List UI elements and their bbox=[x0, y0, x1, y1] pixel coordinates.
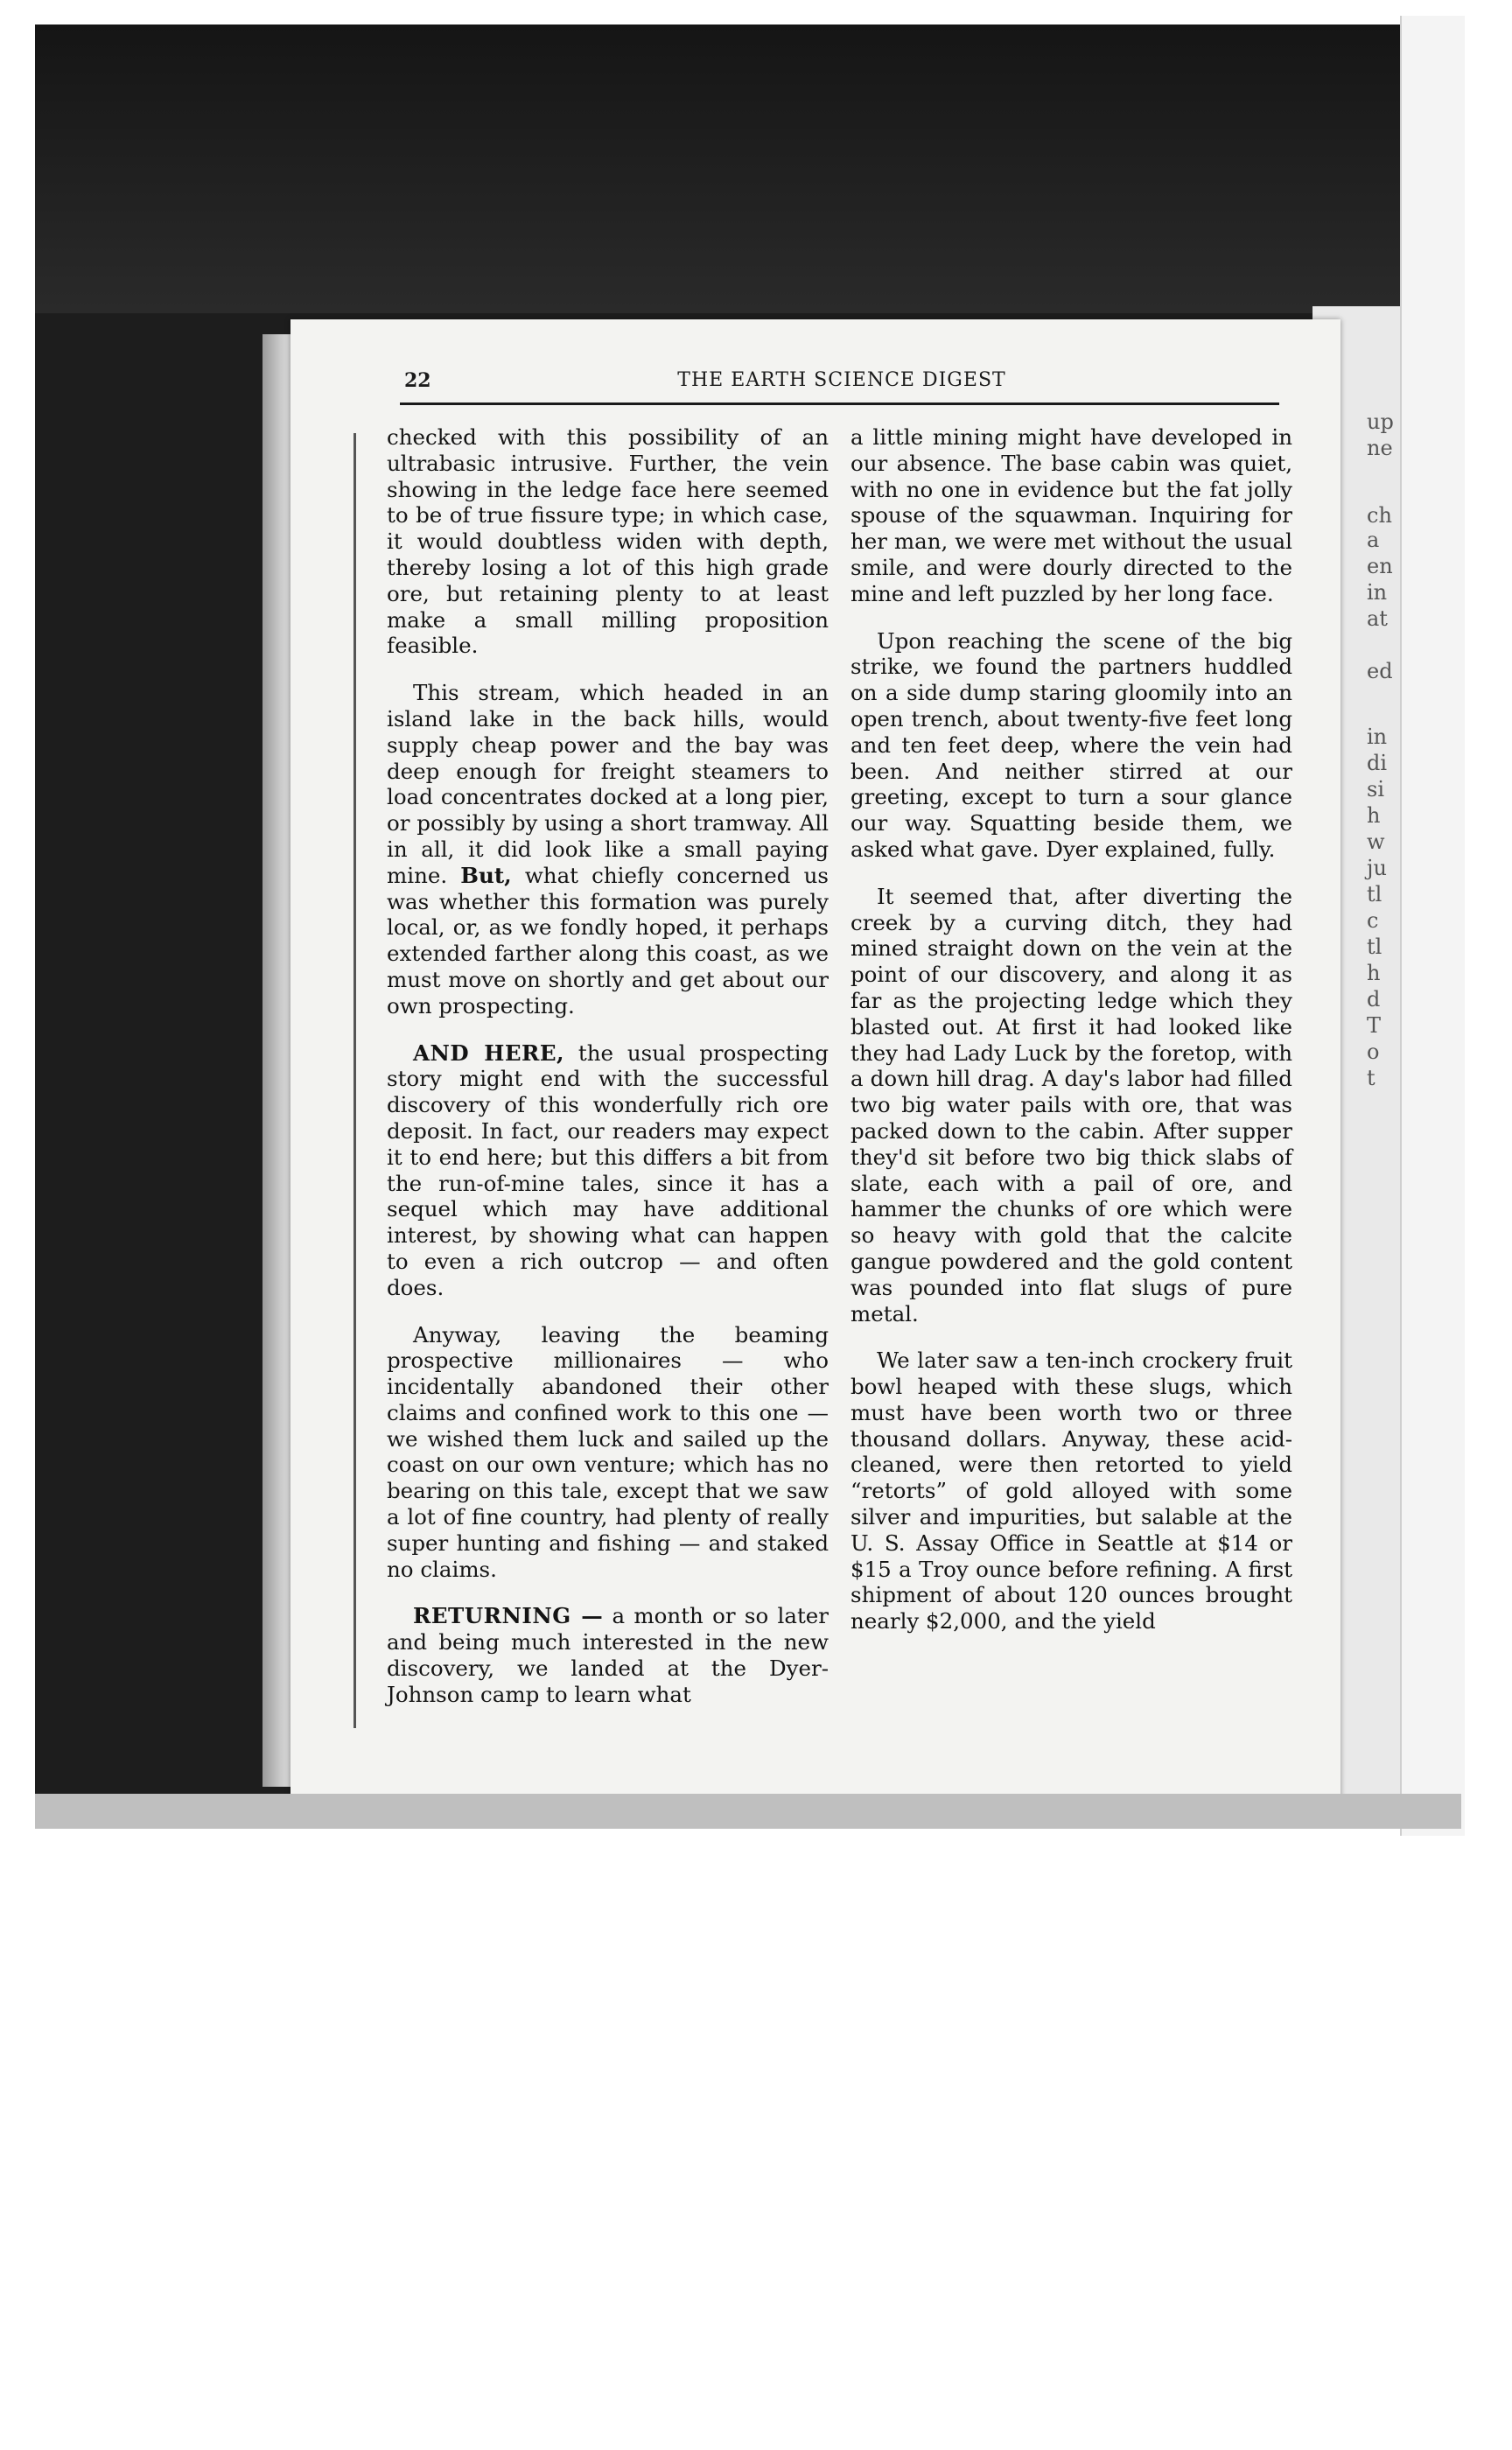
paragraph: a little mining might have developed in our absence. The base cabin was quiet, with no one in evidence but the fat jolly spouse of the squawman. Inquiring for her man, we were met without the usual smile, and were dourly directed to the mine and left puzzled by her long face. bbox=[850, 424, 1292, 606]
paragraph bbox=[387, 1040, 829, 1301]
paragraph bbox=[387, 1603, 829, 1707]
next-page-fragment: in bbox=[1367, 580, 1388, 605]
scanner-shadow bbox=[35, 24, 1400, 313]
next-page-fragment: di bbox=[1367, 751, 1388, 775]
next-page-fragment: ju bbox=[1367, 856, 1387, 880]
scanner-bottom-edge bbox=[35, 1794, 1461, 1829]
margin-line bbox=[354, 433, 356, 1728]
page-number: 22 bbox=[404, 369, 431, 392]
header-rule bbox=[400, 402, 1279, 405]
page-header bbox=[404, 368, 1279, 402]
paragraph: Upon reaching the scene of the big strike, we found the partners huddled on a side dump staring gloomily into an open trench, about twenty-five feet long and ten feet deep, where the vein had been. And neither stirred at our greeting, except to turn a sour glance our way. Squatting beside them, we asked what gave. Dyer explained, fully. bbox=[850, 627, 1292, 862]
next-page-fragment: in bbox=[1367, 724, 1388, 749]
emphasis-text: But, bbox=[460, 862, 512, 888]
paragraph-text: what chiefly concerned us was whether this formation was purely local, or, as we fondly hoped, it perhaps extended farther along this coast, as we must move on shortly and get about our own prospecting. bbox=[387, 862, 829, 1018]
next-page-fragment: en bbox=[1367, 554, 1393, 578]
next-page-fragment: up bbox=[1367, 410, 1394, 434]
paragraph bbox=[387, 680, 829, 1018]
next-page-fragment: w bbox=[1367, 830, 1385, 854]
next-page-fragment: t bbox=[1367, 1066, 1376, 1090]
next-page-fragment: h bbox=[1367, 961, 1381, 985]
paragraph-text: This stream, which headed in an island lake in the back hills, would supply cheap power and the bay was deep enough for freight steamers to load concentrates docked at a long pier, or possibly by using a short tramway. All in all, it did look like a small paying mine. bbox=[387, 680, 829, 888]
next-page-fragment: si bbox=[1367, 777, 1384, 802]
left-column bbox=[387, 424, 829, 1729]
next-page-fragment: ch bbox=[1367, 503, 1392, 528]
next-page-fragment: c bbox=[1367, 908, 1379, 933]
right-column bbox=[850, 424, 1292, 1656]
section-lead: AND HERE, bbox=[413, 1040, 565, 1066]
next-page-fragment: h bbox=[1367, 803, 1381, 828]
paper-strip bbox=[1400, 16, 1465, 1836]
paragraph: We later saw a ten-inch crockery fruit bowl heaped with these slugs, which must have been worth two or three thousand dollars. Anyway, these acid-cleaned, were then retorted to yield “retorts” of gold alloyed with some silver and impurities, but salable at the U. S. Assay Office in Seattle at $14 or $15 a Troy ounce before refining. A first shipment of about 120 ounces brought nearly $2,000, and the yield bbox=[850, 1348, 1292, 1634]
next-page-fragment: a bbox=[1367, 528, 1380, 552]
book-page bbox=[290, 319, 1340, 1798]
paragraph: It seemed that, after diverting the creek by a curving ditch, they had mined straight down on the vein at the point of our discovery, and along it as far as the projecting ledge which they blasted out. At first it had looked like they had Lady Luck by the foretop, with a down hill drag. A day's labor had filled two big water pails with ore, that was packed down to the cabin. After supper they'd sit before two big thick slabs of slate, each with a pail of ore, and hammer the chunks of ore which were so heavy with gold that the calcite gangue powdered and the gold content was pounded into flat slugs of pure metal. bbox=[850, 883, 1292, 1326]
running-title: THE EARTH SCIENCE DIGEST bbox=[677, 369, 1006, 391]
paragraph: checked with this possibility of an ultrabasic intrusive. Further, the vein showing in the ledge face here seemed to be of true fissure type; in which case, it would doubtless widen with depth, thereby losing a lot of this high grade ore, but retaining plenty to at least make a small milling proposition feasible. bbox=[387, 424, 829, 659]
next-page-fragment: tl bbox=[1367, 882, 1382, 906]
paragraph-text: a month or so later and being much interested in the new discovery, we landed at the Dyer-Johnson camp to learn what bbox=[387, 1603, 830, 1707]
next-page-fragment: d bbox=[1367, 987, 1381, 1012]
next-page-fragment: ed bbox=[1367, 659, 1393, 683]
next-page-fragment: tl bbox=[1367, 934, 1382, 959]
next-page-fragment: o bbox=[1367, 1040, 1380, 1064]
next-page-fragment: T bbox=[1367, 1013, 1382, 1038]
next-page-fragment: ne bbox=[1367, 436, 1393, 460]
section-lead: RETURNING — bbox=[413, 1603, 604, 1629]
next-page-fragment: at bbox=[1367, 606, 1388, 631]
paragraph-text: the usual prospecting story might end with the successful discovery of this wonderfully rich ore deposit. In fact, our readers may expect it to end here; but this differs a bit from the run-of-mine tales, since it has a sequel which may have additional interest, by showing what can happen to even a rich outcrop — and often does. bbox=[387, 1040, 829, 1300]
paragraph: Anyway, leaving the beaming prospective millionaires — who incidentally abandoned their other claims and confined work to this one — we wished them luck and sailed up the coast on our own venture; which has no bearing on this tale, except that we saw a lot of fine country, had plenty of really super hunting and fishing — and staked no claims. bbox=[387, 1321, 829, 1582]
